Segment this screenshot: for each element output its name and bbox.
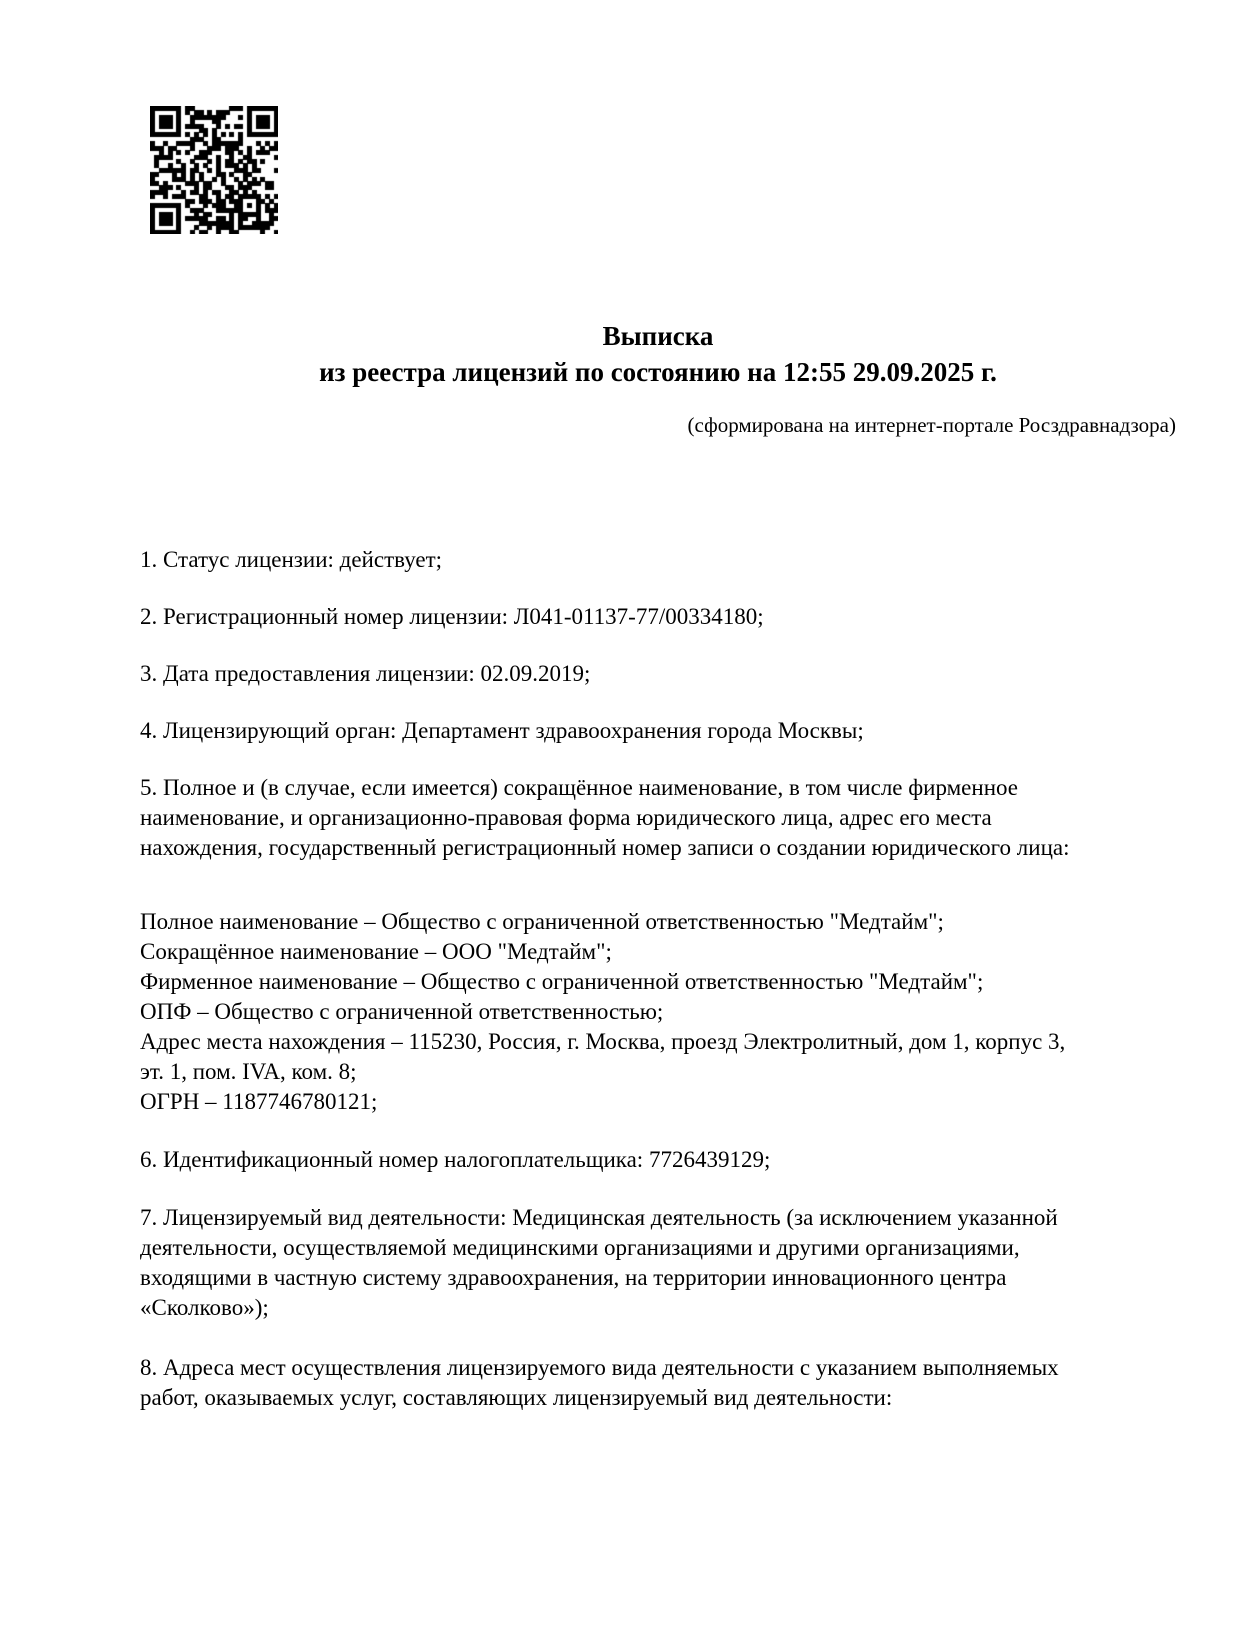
document-title-line1: Выписка (602, 321, 714, 351)
paragraph-line: ОПФ – Общество с ограниченной ответственностью; (140, 999, 664, 1024)
document-title-line2: из реестра лицензий по состоянию на 12:55 29.09.2025 г. (319, 357, 997, 387)
paragraph-line: Полное наименование – Общество с ограниченной ответственностью "Медтайм"; (140, 909, 944, 934)
paragraph-line: 2. Регистрационный номер лицензии: Л041-01137-77/00334180; (140, 604, 764, 629)
paragraph-line: 8. Адреса мест осуществления лицензируемого вида деятельности с указанием выполняемых (140, 1355, 1059, 1380)
paragraph-line: деятельности, осуществляемой медицинскими организациями и другими организациями, (140, 1235, 1020, 1260)
paragraph-line: работ, оказываемых услуг, составляющих лицензируемый вид деятельности: (140, 1385, 893, 1410)
qr-code-icon (150, 106, 278, 234)
paragraph-line: эт. 1, пом. IVA, ком. 8; (140, 1059, 357, 1084)
paragraph-line: нахождения, государственный регистрационный номер записи о создании юридического лица: (140, 835, 1070, 860)
paragraph-line: входящими в частную систему здравоохранения, на территории инновационного центра (140, 1265, 1007, 1290)
activity-type (140, 1203, 1200, 1323)
registration-number (140, 602, 1200, 632)
paragraph-line: 1. Статус лицензии: действует; (140, 547, 443, 572)
paragraph-line: 5. Полное и (в случае, если имеется) сокращённое наименование, в том числе фирменное (140, 775, 1018, 800)
paragraph-line: ОГРН – 1187746780121; (140, 1089, 378, 1114)
paragraph-line: «Сколково»); (140, 1295, 269, 1320)
licensing-authority (140, 716, 1200, 746)
paragraph-line: 4. Лицензирующий орган: Департамент здравоохранения города Москвы; (140, 718, 864, 743)
org-name-intro (140, 773, 1200, 863)
paragraph-line: Сокращённое наименование – ООО "Медтайм"; (140, 939, 612, 964)
inn (140, 1145, 1200, 1175)
activity-addresses-intro (140, 1353, 1200, 1413)
license-status (140, 545, 1200, 575)
document-body (140, 438, 1200, 1413)
org-details (140, 907, 1200, 1117)
paragraph-line: Фирменное наименование – Общество с ограниченной ответственностью "Медтайм"; (140, 969, 984, 994)
document-title (140, 0, 1176, 390)
paragraph-line: 3. Дата предоставления лицензии: 02.09.2019; (140, 661, 591, 686)
generated-note: (сформирована на интернет-портале Росздравнадзора) (687, 413, 1176, 437)
paragraph-line: Адрес места нахождения – 115230, Россия, г. Москва, проезд Электролитный, дом 1, корпус 3, (140, 1029, 1066, 1054)
paragraph-line: 7. Лицензируемый вид деятельности: Медицинская деятельность (за исключением указанной (140, 1205, 1058, 1230)
license-grant-date (140, 659, 1200, 689)
paragraph-line: 6. Идентификационный номер налогоплательщика: 7726439129; (140, 1147, 771, 1172)
paragraph-line: наименование, и организационно-правовая форма юридического лица, адрес его места (140, 805, 992, 830)
